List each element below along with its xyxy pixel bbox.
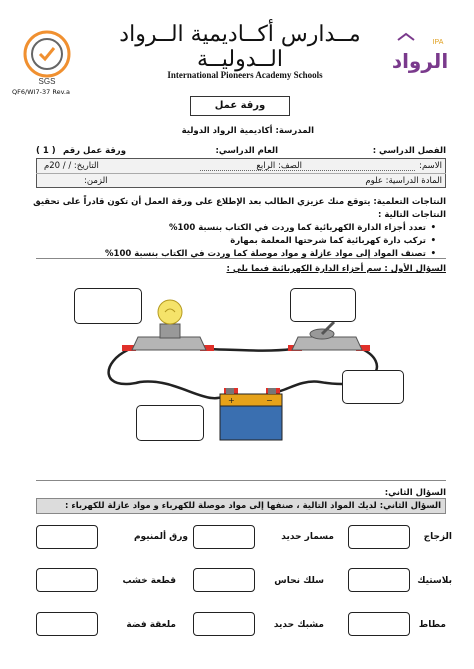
material-item: ملعقة فضة xyxy=(126,620,176,630)
material-item: سلك نحاس xyxy=(274,576,324,586)
name-line xyxy=(200,170,415,171)
answer-box-battery[interactable] xyxy=(342,370,404,404)
time-label: الزمن: xyxy=(84,176,108,186)
outcome-item: • تصنف المواد إلى مواد عازلة و مواد موصلة كما وردت في الكتاب بنسبة 100% xyxy=(26,248,436,261)
svg-text:+: + xyxy=(228,396,235,405)
logo-text: الرواد xyxy=(391,49,449,73)
sgs-label: SGS xyxy=(38,77,56,86)
separator xyxy=(36,258,446,259)
material-answer-box[interactable] xyxy=(36,568,98,592)
logo-sub: IPA xyxy=(432,39,444,46)
material-answer-box[interactable] xyxy=(193,525,255,549)
school-line: المدرسة: أكاديمية الرواد الدولية xyxy=(181,126,314,136)
material-item: ورق ألمنيوم xyxy=(133,532,188,542)
material-item: الزجاج xyxy=(423,532,452,542)
question1-text: السؤال الأول : سم أجزاء الدارة الكهربائية فيما يلي : xyxy=(226,264,446,274)
worksheet-number: ( 1 ) xyxy=(36,146,56,156)
outcomes-intro: النتاجات التعلمية: يتوقع منك عزيزي الطالب بعد الإطلاع على ورقة العمل أن تكون قادراً على تحقيق النتاجات التالية : xyxy=(33,197,446,220)
material-item: مشبك حديد xyxy=(273,620,324,630)
material-item: قطعة خشب xyxy=(122,576,176,586)
question2-heading: السؤال الثاني: xyxy=(384,488,446,498)
material-answer-box[interactable] xyxy=(193,612,255,636)
separator xyxy=(36,480,446,481)
school-name-english: International Pioneers Academy Schools xyxy=(167,70,323,80)
question2-text: السؤال الثاني: لديك المواد التالية ، صنفها إلى مواد موصلة للكهرباء و مواد عازلة للكهرباء : xyxy=(36,498,446,514)
wire xyxy=(205,349,292,351)
answer-box-switch[interactable] xyxy=(290,288,356,322)
ipa-logo xyxy=(390,30,450,85)
bulb-base xyxy=(132,337,206,350)
wire xyxy=(109,349,230,398)
light-bulb-icon xyxy=(158,300,182,324)
worksheet-title: ورقة عمل xyxy=(190,96,290,116)
semester-label: الفصل الدراسي : xyxy=(372,146,446,156)
table-divider xyxy=(36,173,446,174)
material-item: مسمار حديد xyxy=(281,532,334,542)
year-label: العام الدراسي: xyxy=(215,146,278,156)
material-answer-box[interactable] xyxy=(348,525,410,549)
svg-text:−: − xyxy=(266,396,273,405)
outcome-item: • تعدد أجزاء الدارة الكهربائية كما وردت في الكتاب بنسبة 100% xyxy=(26,222,436,235)
bulb-socket xyxy=(160,324,180,338)
date-label: التاريخ: / / 20م xyxy=(44,161,99,171)
subject-label: المادة الدراسية: علوم xyxy=(365,176,442,186)
outcomes-section xyxy=(26,196,446,261)
material-answer-box[interactable] xyxy=(36,525,98,549)
sgs-logo xyxy=(18,28,76,86)
school-name-arabic: مــدارس أكــاديمية الــرواد الــدوليــة xyxy=(119,22,361,72)
outcome-item: • تركب دارة كهربائية كما شرحتها المعلمة بمهارة xyxy=(26,235,436,248)
material-answer-box[interactable] xyxy=(348,612,410,636)
answer-box-bulb[interactable] xyxy=(74,288,142,324)
material-item: بلاستيك xyxy=(417,576,452,586)
material-answer-box[interactable] xyxy=(348,568,410,592)
material-answer-box[interactable] xyxy=(36,612,98,636)
grade-label: الصف: الرابع xyxy=(256,161,302,171)
worksheet-number-label: ورقة عمل رقم xyxy=(62,146,126,156)
name-label: الاسم: xyxy=(419,161,442,171)
form-code: QF6/WI7-37 Rev.a xyxy=(12,88,70,96)
material-item: مطاط xyxy=(418,620,446,630)
answer-box-wire[interactable] xyxy=(136,405,204,441)
material-answer-box[interactable] xyxy=(193,568,255,592)
